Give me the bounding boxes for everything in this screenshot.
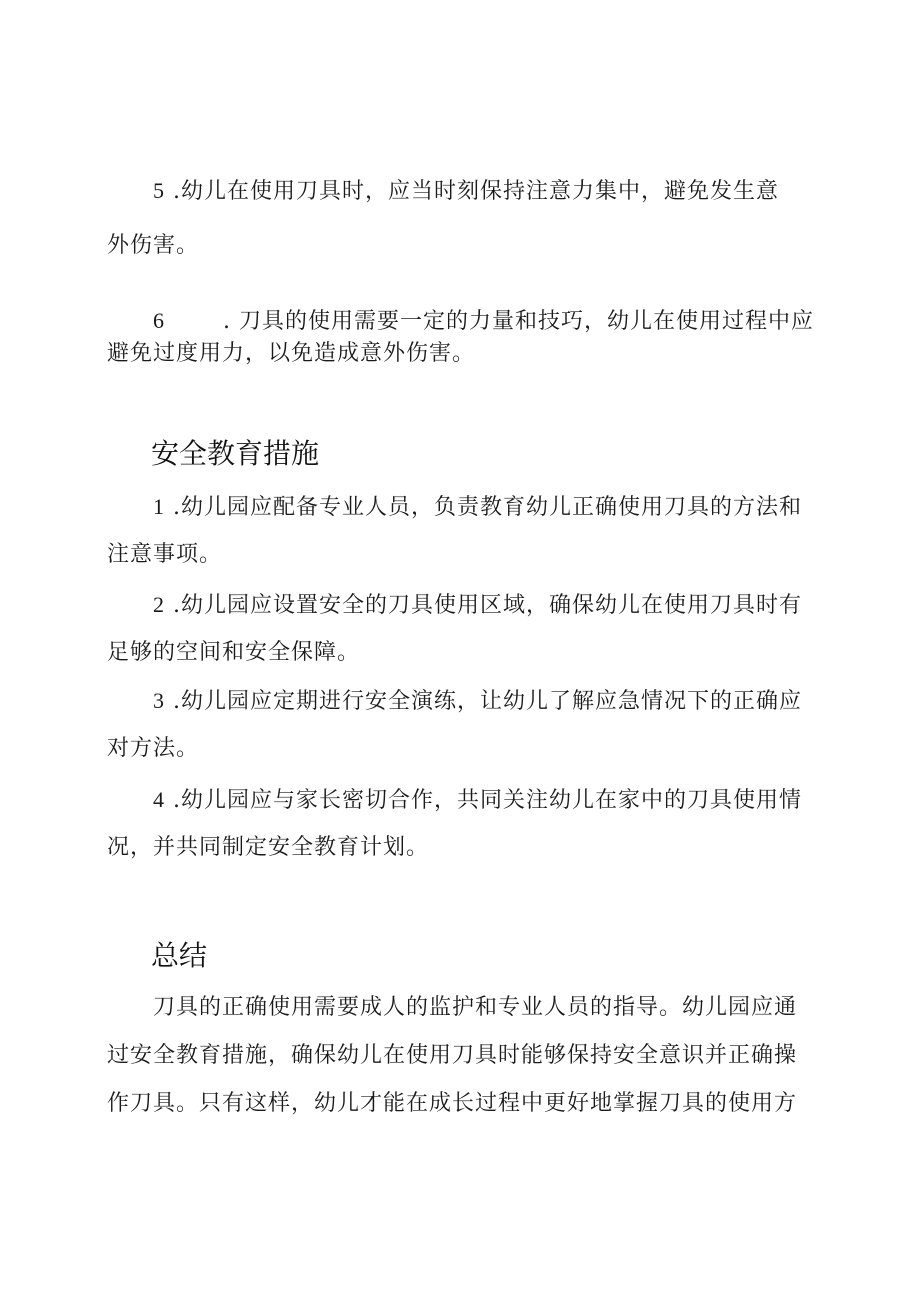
list-item-text: .幼儿园应与家长密切合作，共同关注幼儿在家中的刀具使用情 [173, 788, 802, 813]
list-item-text: .幼儿在使用刀具时，应当时刻保持注意力集中，避免发生意 [173, 179, 779, 204]
measure-item-1-line1 [153, 492, 802, 523]
measure-item-2-line2: 足够的空间和安全保障。 [107, 640, 361, 665]
list-item-number: 3 [153, 688, 165, 713]
measure-item-2-line1 [153, 590, 802, 621]
list-item-number: 2 [153, 592, 165, 617]
list-item-6-line1 [153, 306, 814, 337]
summary-line1: 刀具的正确使用需要成人的监护和专业人员的指导。幼儿园应通 [153, 995, 798, 1020]
list-item-number: 4 [153, 787, 165, 812]
measure-item-3-line1 [153, 686, 802, 717]
list-item-number: 6 [153, 308, 165, 333]
section-heading-summary: 总结 [151, 939, 208, 972]
list-item-5-line2: 外伤害。 [107, 233, 200, 258]
list-item-text: .幼儿园应定期进行安全演练，让幼儿了解应急情况下的正确应 [173, 689, 802, 714]
measure-item-1-line2: 注意事项。 [107, 542, 223, 567]
list-item-text: .幼儿园应设置安全的刀具使用区域，确保幼儿在使用刀具时有 [173, 593, 802, 618]
measure-item-4-line2: 况，并共同制定安全教育计划。 [107, 835, 430, 860]
summary-line3: 作刀具。只有这样，幼儿才能在成长过程中更好地掌握刀具的使用方 [107, 1091, 798, 1116]
list-item-number: 5 [153, 178, 165, 203]
list-item-text: .幼儿园应配备专业人员，负责教育幼儿正确使用刀具的方法和 [173, 495, 802, 520]
section-heading-measures: 安全教育措施 [151, 437, 320, 470]
list-item-5-line1 [153, 176, 779, 207]
list-item-number: 1 [153, 494, 165, 519]
measure-item-4-line1 [153, 785, 802, 816]
list-item-text: . 刀具的使用需要一定的力量和技巧，幼儿在使用过程中应 [223, 309, 814, 334]
summary-line2: 过安全教育措施，确保幼儿在使用刀具时能够保持安全意识并正确操 [107, 1043, 798, 1068]
measure-item-3-line2: 对方法。 [107, 736, 200, 761]
list-item-6-line2: 避免过度用力，以免造成意外伤害。 [107, 341, 476, 366]
